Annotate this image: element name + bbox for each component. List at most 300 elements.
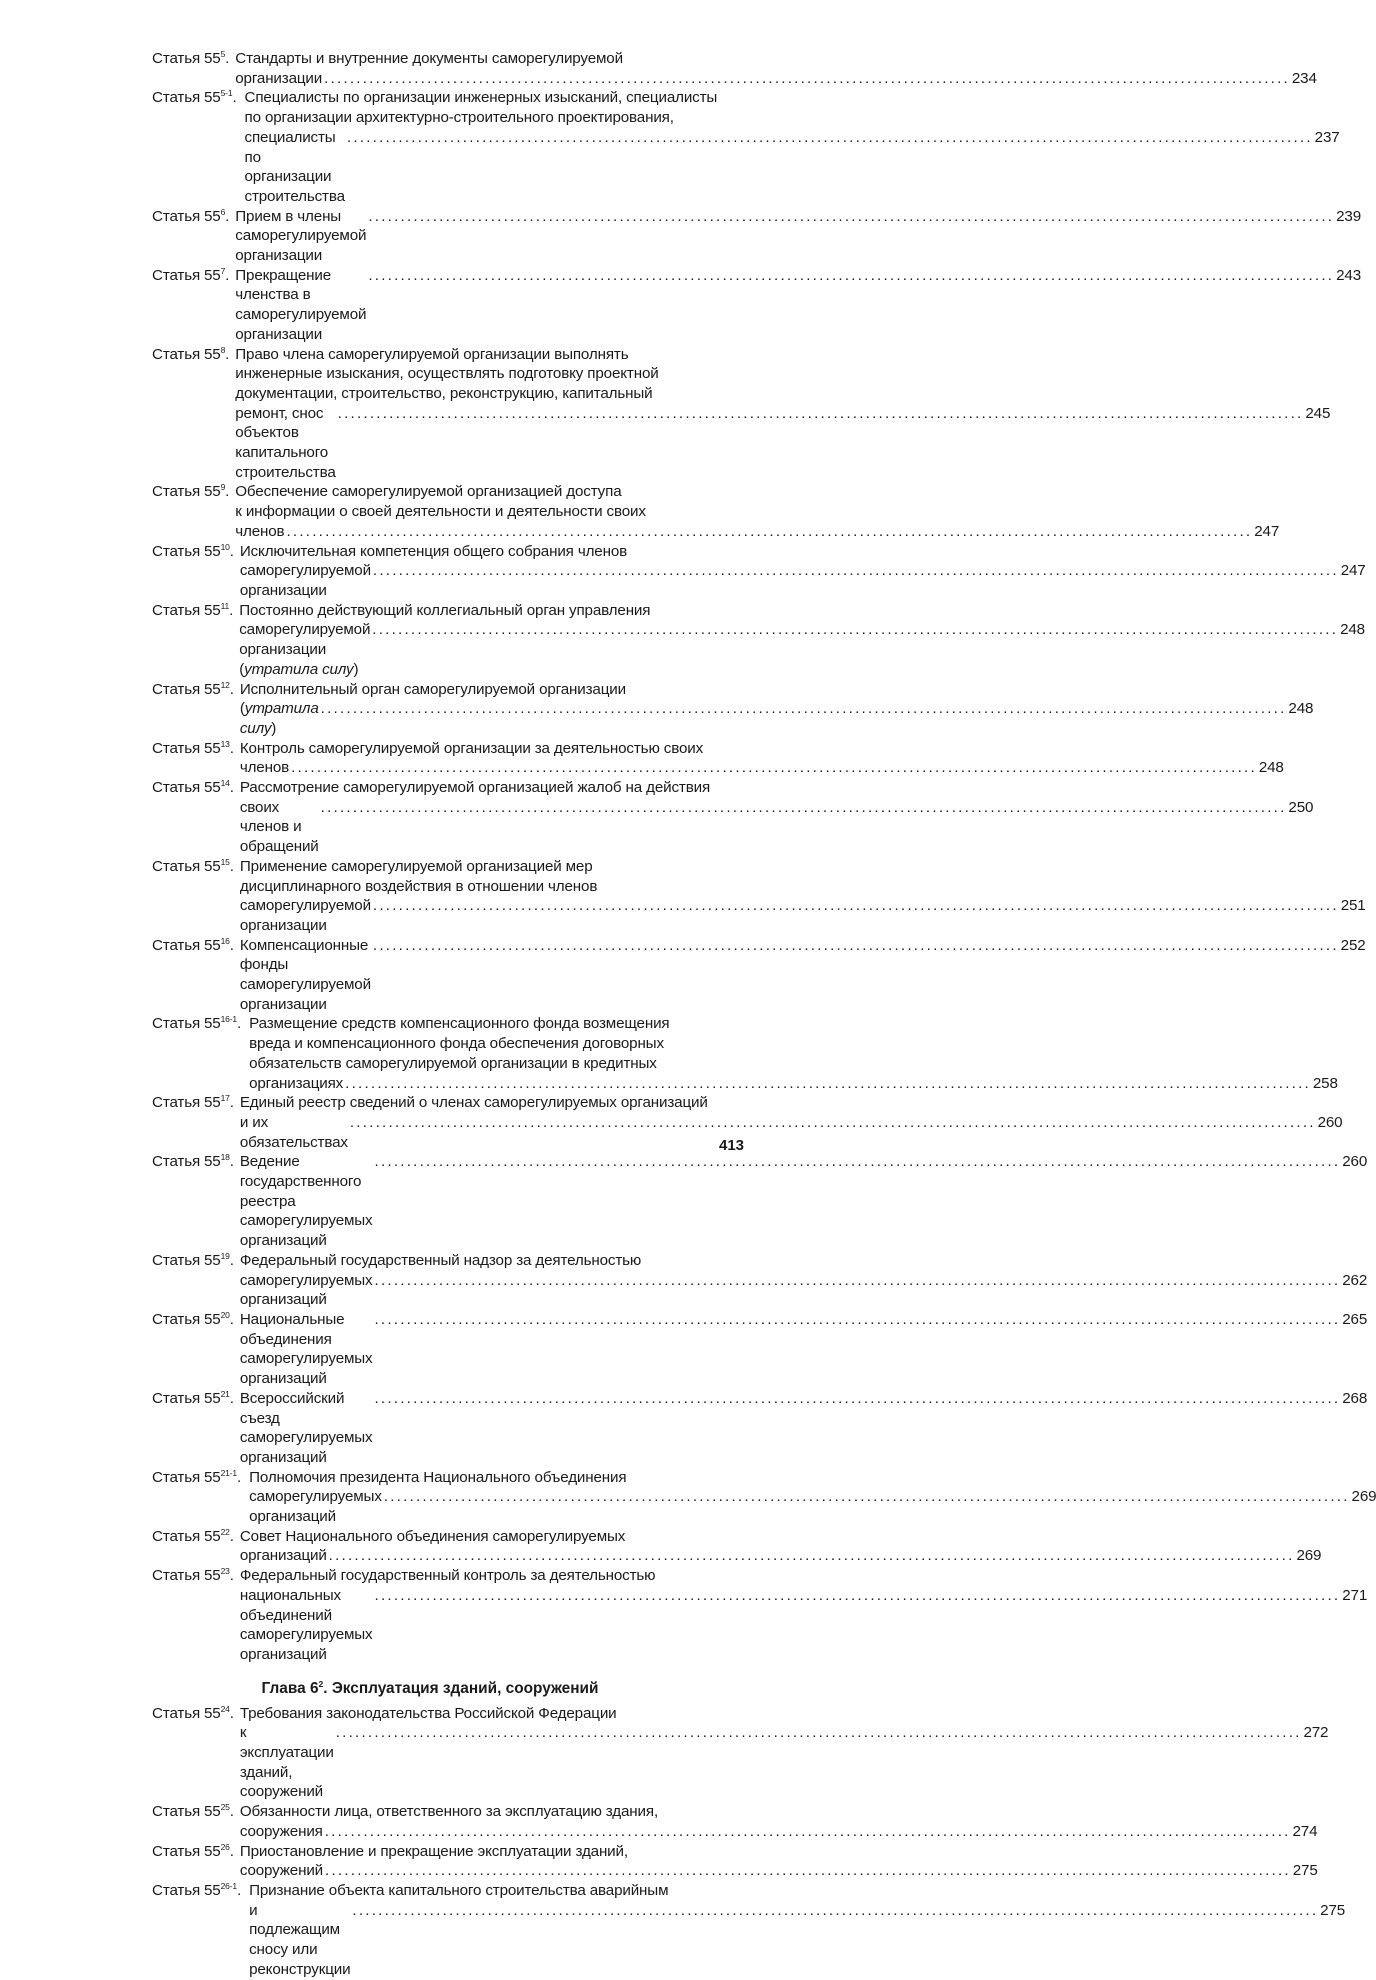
toc-list-chapter-6-2: [152, 1703, 1346, 1980]
toc-entry-title-line: вреда и компенсационного фонда обеспечения договорных: [249, 1035, 664, 1053]
article-prefix: Статья: [152, 1803, 201, 1821]
toc-entry-line: [249, 1014, 1338, 1034]
toc-entry-label: Статья 55$^{21-1}$.: [152, 1467, 242, 1486]
dot-leader: [319, 699, 1284, 719]
article-prefix: Статья: [152, 1881, 201, 1899]
dot-leader: [373, 1271, 1338, 1291]
article-number: 55: [204, 1803, 221, 1821]
article-number: 55: [204, 483, 221, 501]
toc-entry-title: [229, 345, 1330, 483]
article-prefix: Статья: [152, 601, 201, 619]
dot-leader: [371, 896, 1336, 916]
toc-entry-page: 258: [1312, 1074, 1338, 1092]
toc-entry-title-line: Специалисты по организации инженерных изысканий, специалисты: [244, 89, 718, 107]
article-number-sup: 23: [220, 1566, 230, 1577]
toc-entry-title-line: к эксплуатации зданий, сооружений: [239, 1724, 334, 1801]
article-number-sup: 22: [220, 1526, 230, 1537]
dot-leader: [345, 128, 1310, 148]
toc-entry-last-line: [235, 522, 1279, 542]
toc-entry-title: [229, 207, 1361, 266]
toc-entry-line: [240, 542, 1366, 562]
chapter-prefix: Глава: [261, 1679, 306, 1697]
toc-entry[interactable]: [152, 1014, 1338, 1093]
article-prefix: Статья: [152, 483, 201, 501]
toc-entry[interactable]: [152, 600, 1365, 680]
article-number-sup: 9: [220, 482, 226, 493]
toc-entry-label: Статья $55^{19}$.: [152, 1250, 234, 1269]
article-number-sup: 25: [220, 1802, 230, 1813]
toc-entry-title-line: инженерные изыскания, осуществлять подготовку проектной: [235, 365, 659, 383]
article-number: 55: [204, 601, 221, 619]
toc-entry-title-line: Право члена саморегулируемой организации выполнять: [235, 345, 629, 363]
toc-entry-title-line: Прекращение членства в саморегулируемой организации: [235, 266, 367, 343]
dot-leader: [373, 1152, 1338, 1172]
toc-entry[interactable]: [152, 1388, 1368, 1468]
dot-leader: [334, 1723, 1299, 1743]
toc-entry-page: 243: [1336, 266, 1361, 284]
article-number: 55: [204, 1468, 221, 1486]
toc-entry-title-line: саморегулируемой организации: [239, 897, 371, 934]
toc-entry-last-line: [245, 128, 1340, 207]
toc-entry-title-line: саморегулируемой организации (утратила силу): [239, 621, 371, 678]
toc-entry-label: Статья $55^8$.: [152, 344, 230, 363]
toc-entry-line: [249, 1881, 1345, 1901]
toc-entry-title: [237, 88, 1340, 206]
toc-entry-page: 250: [1288, 798, 1314, 816]
article-number: 55: [204, 1094, 221, 1112]
toc-entry-title: [234, 1527, 1322, 1566]
toc-entry-line: [240, 1251, 1367, 1271]
article-number-sup: 12: [220, 679, 230, 690]
toc-entry[interactable]: [152, 1802, 1318, 1841]
toc-entry[interactable]: [152, 1310, 1368, 1389]
toc-entry-page: 268: [1342, 1389, 1368, 1407]
toc-entry-page: 275: [1292, 1862, 1318, 1880]
article-number-sup: 8: [220, 344, 226, 355]
toc-entry-title-line: специалисты по организации строительства: [244, 128, 345, 205]
toc-entry[interactable]: [152, 482, 1280, 541]
dot-leader: [327, 1546, 1292, 1566]
article-number-sup: 24: [220, 1703, 230, 1714]
toc-entry-label: Статья 55$^{26-1}$.: [152, 1880, 242, 1899]
dot-leader: [373, 1586, 1338, 1606]
article-prefix: Статья: [152, 1094, 201, 1112]
dot-leader: [348, 1113, 1313, 1133]
toc-entry-title: [234, 936, 1366, 1015]
toc-entry-line: [240, 1842, 1318, 1862]
toc-entry[interactable]: [152, 1703, 1329, 1803]
toc-entry-last-line: [240, 1389, 1367, 1468]
article-prefix: Статья: [152, 345, 201, 363]
article-number: 55: [204, 1153, 221, 1171]
article-prefix: Статья: [152, 50, 201, 67]
toc-entry-page: 274: [1292, 1822, 1318, 1840]
dot-leader: [319, 798, 1284, 818]
toc-entry-page: 252: [1340, 936, 1366, 954]
chapter-heading: Глава $6^2$. Эксплуатация зданий, сооружений: [261, 1678, 599, 1697]
toc-entry-last-line: [240, 1113, 1343, 1152]
dot-leader: [371, 561, 1336, 581]
toc-entry-page: 239: [1336, 207, 1361, 225]
toc-entry-last-line: [240, 758, 1284, 778]
toc-entry-page: 269: [1296, 1547, 1322, 1565]
toc-entry[interactable]: [152, 206, 1361, 266]
toc-entry-label: Статья $55^{16}$.: [152, 935, 234, 954]
article-number: 55: [204, 1842, 221, 1860]
toc-entry-title: [234, 739, 1284, 778]
toc-entry-title-line: Ведение государственного реестра саморегулируемых организаций: [239, 1153, 373, 1250]
article-number: 55: [204, 1389, 221, 1407]
toc-entry-line: [240, 857, 1366, 877]
dot-leader: [336, 404, 1301, 424]
dot-leader: [372, 1389, 1337, 1409]
toc-entry-label: Статья 55$^{16-1}$.: [152, 1014, 242, 1033]
toc-entry-title: [229, 49, 1317, 88]
toc-entry-last-line: [235, 266, 1361, 345]
article-prefix: Статья: [152, 542, 201, 560]
toc-entry-label: Статья $55^{26}$.: [152, 1841, 234, 1860]
toc-entry[interactable]: [152, 935, 1366, 1015]
toc-entry-line: [240, 1527, 1322, 1547]
page-number: 413: [719, 1137, 745, 1154]
toc-entry-title: [234, 680, 1313, 739]
toc-entry-title: [234, 1310, 1367, 1389]
article-number: 55: [204, 1251, 221, 1269]
toc-entry[interactable]: [152, 679, 1314, 739]
article-number: 55: [204, 739, 221, 757]
article-number-sup: 14: [220, 778, 230, 789]
toc-entry-page: 245: [1305, 404, 1331, 422]
toc-entry-title: [229, 482, 1279, 541]
toc-entry-title-line: организаций: [239, 1547, 327, 1565]
toc-entry-page: 247: [1254, 522, 1280, 540]
toc-entry-last-line: [235, 404, 1330, 483]
toc-entry-title-line: Контроль саморегулируемой организации за деятельностью своих: [239, 739, 704, 757]
article-number: 55: [204, 857, 221, 875]
article-prefix: Статья: [152, 1311, 201, 1328]
toc-entry-last-line: [235, 69, 1317, 89]
dot-leader: [371, 936, 1336, 956]
toc-entry-last-line: [249, 1901, 1345, 1980]
toc-entry-title: [241, 1881, 1345, 1980]
toc-entry[interactable]: [152, 1880, 1346, 1980]
toc-entry-title-line: Обеспечение саморегулируемой организацией доступа: [235, 483, 622, 501]
toc-entry-page: 271: [1342, 1586, 1368, 1604]
toc-entry-page: 248: [1258, 759, 1284, 777]
article-number-sup: 21-1: [220, 1467, 238, 1478]
article-prefix: Статья: [152, 266, 201, 284]
toc-entry[interactable]: [152, 49, 1317, 88]
toc-entry-title-line: своих членов и обращений: [239, 798, 319, 856]
toc-entry-title-line: саморегулируемых организаций: [239, 1271, 373, 1309]
toc-entry-title-line: Обязанности лица, ответственного за эксплуатацию здания,: [239, 1803, 659, 1821]
article-prefix: Статья: [152, 1015, 201, 1033]
toc-entry-label: Статья $55^{18}$.: [152, 1152, 234, 1171]
toc-entry-label: Статья $55^5$.: [152, 49, 230, 67]
toc-entry-title-line: членов: [239, 759, 290, 777]
toc-entry-title: [234, 1251, 1367, 1310]
toc-entry-title: [241, 1014, 1338, 1093]
chapter-title: Эксплуатация зданий, сооружений: [331, 1679, 599, 1697]
toc-entry[interactable]: [152, 88, 1340, 206]
toc-entry[interactable]: [152, 1566, 1368, 1665]
toc-entry[interactable]: [152, 738, 1284, 778]
toc-entry-line: [239, 601, 1365, 621]
toc-entry-last-line: [240, 1861, 1318, 1881]
toc-entry-line: [240, 778, 1313, 798]
toc-entry[interactable]: [152, 1250, 1368, 1310]
toc-entry[interactable]: [152, 1841, 1318, 1881]
toc-entry-last-line: [240, 1271, 1367, 1310]
toc-entry-title-line: к информации о своей деятельности и деятельности своих: [235, 503, 646, 521]
toc-entry-last-line: [240, 699, 1313, 738]
dot-leader: [323, 1861, 1288, 1881]
toc-entry-page: 262: [1342, 1271, 1368, 1289]
article-number: 55: [204, 1015, 221, 1033]
toc-entry-title-line: Компенсационные фонды саморегулируемой организации: [239, 936, 371, 1013]
toc-entry-label: Статья $55^{17}$.: [152, 1093, 234, 1112]
toc-entry-last-line: [240, 1586, 1367, 1665]
toc-entry-line: [240, 1802, 1318, 1822]
toc-entry-label: Статья $55^{13}$.: [152, 738, 234, 757]
toc-entry-title-line: Исполнительный орган саморегулируемой организации: [239, 680, 626, 698]
toc-entry-last-line: [240, 896, 1366, 935]
toc-entry-page: 265: [1342, 1311, 1368, 1328]
dot-leader: [372, 1310, 1337, 1330]
toc-entry-title-line: Единый реестр сведений о членах саморегулируемых организаций: [239, 1094, 708, 1112]
toc-entry-label: Статья $55^{22}$.: [152, 1526, 234, 1545]
article-number: 55: [204, 1567, 221, 1585]
toc-entry-last-line: [235, 207, 1361, 266]
toc-entry-last-line: [240, 1310, 1367, 1389]
toc-entry-line: [235, 49, 1317, 69]
toc-entry-title-line: Рассмотрение саморегулируемой организацией жалоб на действия: [239, 779, 711, 797]
toc-entry-title-line: Применение саморегулируемой организацией мер: [239, 857, 593, 875]
toc-entry-label: Статья $55^{25}$.: [152, 1802, 234, 1821]
toc-entry-page: 272: [1303, 1724, 1329, 1742]
toc-entry-title-line: национальных объединений саморегулируемых организаций: [239, 1586, 373, 1663]
article-number-sup: 13: [220, 738, 230, 749]
toc-entry-line: [235, 502, 1279, 522]
toc-entry-last-line: [249, 1074, 1338, 1094]
toc-entry-line: [235, 345, 1330, 365]
toc-entry-title-line: (утратила силу): [239, 700, 319, 737]
toc-entry-line: [249, 1468, 1376, 1488]
toc-entry-line: [240, 739, 1284, 759]
toc-entry-title: [234, 1704, 1329, 1803]
article-number-sup: 16-1: [220, 1014, 238, 1025]
toc-entry-title-line: ремонт, снос объектов капитального строительства: [235, 404, 336, 481]
toc-entry-page: 260: [1342, 1153, 1368, 1171]
article-number: 55: [204, 936, 221, 954]
toc-entry-title-line: Прием в члены саморегулируемой организации: [235, 207, 367, 265]
dot-leader: [382, 1487, 1347, 1507]
article-number-sup: 18: [220, 1152, 230, 1163]
article-prefix: Статья: [152, 1153, 201, 1171]
toc-entry[interactable]: [152, 856, 1366, 936]
article-number: 55: [204, 1311, 221, 1328]
toc-entry-label: Статья $55^{14}$.: [152, 778, 234, 797]
toc-entry-title-line: Приостановление и прекращение эксплуатации зданий,: [239, 1842, 628, 1860]
article-number: 55: [204, 89, 221, 107]
toc-entry-label: Статья $55^{23}$.: [152, 1566, 234, 1585]
toc-entry-line: [240, 680, 1313, 700]
article-number-sup: 10: [220, 541, 230, 552]
toc-entry-title-line: саморегулируемой организации: [239, 562, 371, 599]
article-prefix: Статья: [152, 857, 201, 875]
table-of-contents: [152, 49, 1376, 1980]
toc-entry-title-line: сооружений: [239, 1862, 323, 1880]
toc-entry-last-line: [240, 1822, 1318, 1842]
dot-leader: [366, 266, 1331, 286]
toc-entry-title-line: Полномочия президента Национального объединения: [249, 1468, 627, 1486]
toc-entry-line: [249, 1054, 1338, 1074]
toc-entry-title-line: организации: [235, 69, 323, 87]
toc-entry-label: Статья $55^{10}$.: [152, 541, 234, 560]
toc-entry-page: 237: [1314, 128, 1340, 146]
toc-entry-label: Статья 55$^{5-1}$.: [152, 88, 237, 107]
toc-entry[interactable]: [152, 1526, 1322, 1566]
toc-entry-last-line: [240, 1546, 1322, 1566]
toc-entry-label: Статья $55^{24}$.: [152, 1703, 234, 1722]
article-prefix: Статья: [152, 207, 201, 225]
toc-entry-last-line: [249, 1487, 1376, 1526]
chapter-number-sup: 2: [318, 1678, 324, 1689]
article-prefix: Статья: [152, 1251, 201, 1269]
toc-entry-line: [235, 364, 1330, 384]
article-number-sup: 16: [220, 935, 230, 946]
toc-entry-title-line: организациях: [249, 1074, 344, 1092]
toc-entry-line: [245, 108, 1340, 128]
article-number-sup: 26: [220, 1841, 230, 1852]
toc-entry-title-line: саморегулируемых организаций: [249, 1488, 382, 1526]
toc-entry-title: [234, 1802, 1318, 1841]
article-number-sup: 6: [220, 206, 226, 217]
toc-entry-page: 260: [1317, 1113, 1343, 1131]
toc-entry-line: [240, 1704, 1329, 1724]
toc-entry-title-line: и их обязательствах: [239, 1113, 348, 1151]
toc-entry-title-line: дисциплинарного воздействия в отношении членов: [239, 877, 598, 895]
toc-entry-title: [234, 542, 1366, 601]
toc-entry-last-line: [240, 1723, 1329, 1802]
article-prefix: Статья: [152, 1842, 201, 1860]
article-number-sup: 7: [220, 265, 226, 276]
article-number-sup: 11: [220, 600, 230, 611]
toc-entry-title-line: Всероссийский съезд саморегулируемых организаций: [239, 1389, 373, 1466]
toc-entry-label: Статья $55^{12}$.: [152, 679, 234, 698]
toc-entry-title-line: Федеральный государственный надзор за деятельностью: [239, 1251, 642, 1269]
toc-entry-last-line: [240, 1152, 1367, 1251]
article-prefix: Статья: [152, 1389, 201, 1407]
article-number-sup: 21: [220, 1388, 230, 1399]
article-number-sup: 19: [220, 1250, 230, 1261]
toc-entry-line: [240, 1566, 1367, 1586]
toc-entry-title: [241, 1468, 1376, 1527]
toc-entry-page: 251: [1340, 897, 1366, 915]
toc-entry-label: Статья $55^{21}$.: [152, 1388, 234, 1407]
article-number: 55: [204, 1881, 221, 1899]
toc-entry-title-line: по организации архитектурно-строительного проектирования,: [244, 109, 674, 127]
article-number-sup: 5-1: [220, 88, 233, 99]
toc-entry-title: [234, 1389, 1367, 1468]
toc-entry-title-line: членов: [235, 522, 285, 540]
toc-entry-line: [240, 877, 1366, 897]
toc-entry-page: 269: [1351, 1488, 1376, 1506]
article-number: 55: [204, 542, 221, 560]
article-prefix: Статья: [152, 1527, 201, 1545]
toc-entry-line: [235, 384, 1330, 404]
toc-entry-label: Статья $55^{15}$.: [152, 856, 234, 875]
toc-entry-title: [234, 1842, 1318, 1881]
article-number: 55: [204, 1704, 221, 1722]
toc-entry-line: [249, 1034, 1338, 1054]
article-number: 55: [204, 345, 221, 363]
toc-entry-last-line: [239, 620, 1365, 679]
article-prefix: Статья: [152, 89, 201, 107]
toc-list-chapter-6-1: [152, 49, 1376, 1665]
article-number-sup: 26-1: [220, 1880, 238, 1891]
article-number: 55: [204, 207, 221, 225]
article-number-sup: 5: [220, 49, 226, 59]
toc-entry-line: [245, 88, 1340, 108]
toc-entry-title: [234, 1152, 1367, 1251]
toc-entry-title-line: Национальные объединения саморегулируемых организаций: [239, 1311, 373, 1388]
toc-entry-page: 248: [1340, 621, 1365, 639]
toc-entry-title-line: Требования законодательства Российской Федерации: [239, 1704, 617, 1722]
article-prefix: Статья: [152, 1704, 201, 1722]
toc-entry-label: Статья $55^{20}$.: [152, 1310, 234, 1328]
dot-leader: [323, 1822, 1288, 1842]
toc-entry-label: Статья $55^{11}$.: [152, 600, 234, 619]
toc-entry[interactable]: [152, 344, 1331, 483]
article-number: 55: [204, 779, 221, 797]
article-prefix: Статья: [152, 739, 201, 757]
article-number: 55: [204, 266, 221, 284]
toc-entry-label: Статья $55^7$.: [152, 265, 230, 284]
toc-entry[interactable]: [152, 541, 1366, 601]
article-number: 55: [204, 1527, 221, 1545]
dot-leader: [350, 1901, 1315, 1921]
toc-entry-last-line: [240, 936, 1366, 1015]
toc-entry[interactable]: [152, 1152, 1368, 1251]
toc-entry-title-line: Совет Национального объединения саморегулируемых: [239, 1527, 626, 1545]
article-prefix: Статья: [152, 1468, 201, 1486]
toc-entry[interactable]: [152, 1093, 1343, 1152]
toc-entry-title-line: Постоянно действующий коллегиальный орган управления: [239, 601, 651, 619]
toc-entry-title-line: Федеральный государственный контроль за деятельностью: [239, 1567, 656, 1585]
toc-entry-title: [234, 1566, 1367, 1665]
toc-entry-title-line: Стандарты и внутренние документы саморегулируемой: [235, 50, 623, 67]
toc-entry-title-line: Исключительная компетенция общего собрания членов: [239, 542, 628, 560]
dot-leader: [370, 620, 1335, 640]
article-prefix: Статья: [152, 779, 201, 797]
article-number-sup: 15: [220, 856, 230, 867]
toc-entry-label: Статья $55^6$.: [152, 206, 230, 225]
article-prefix: Статья: [152, 680, 201, 698]
toc-entry[interactable]: [152, 1467, 1376, 1527]
dot-leader: [322, 69, 1287, 89]
toc-entry-title: [234, 778, 1313, 857]
article-number: 55: [204, 50, 221, 67]
toc-entry[interactable]: [152, 778, 1314, 857]
toc-entry-title: [229, 266, 1361, 345]
toc-entry[interactable]: [152, 265, 1361, 345]
toc-entry-title-line: обязательств саморегулируемой организации в кредитных: [249, 1054, 657, 1072]
dot-leader: [343, 1074, 1308, 1094]
toc-entry-page: 275: [1320, 1901, 1346, 1919]
toc-entry-title-line: Признание объекта капитального строительства аварийным: [249, 1881, 669, 1899]
chapter-number: 6: [309, 1679, 319, 1697]
